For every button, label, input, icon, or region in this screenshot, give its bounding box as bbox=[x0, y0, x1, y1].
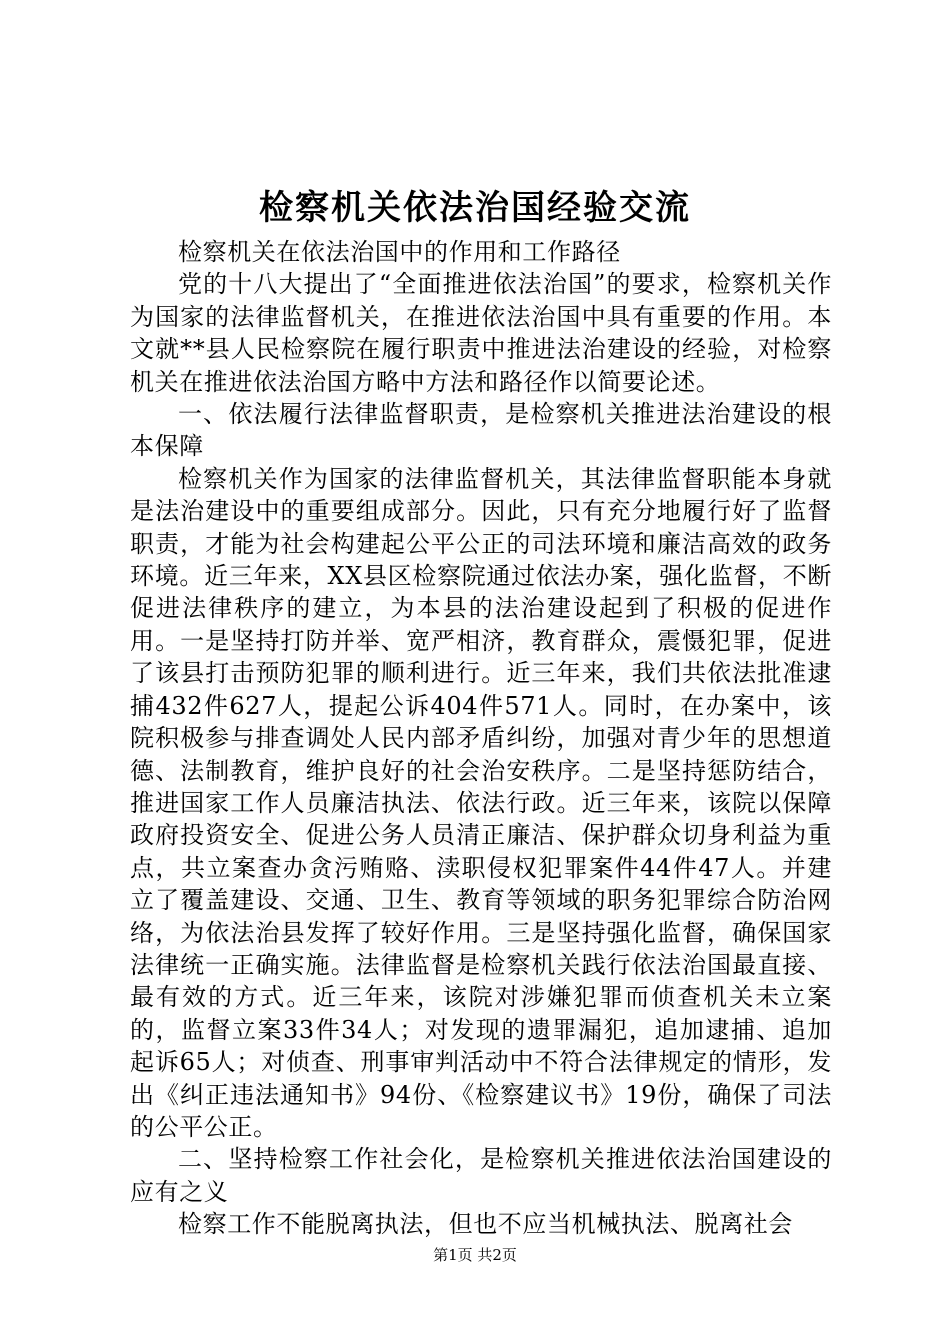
intro-paragraph: 党的十八大提出了“全面推进依法治国”的要求，检察机关作为国家的法律监督机关，在推进依法治国中具有重要的作用。本文就**县人民检察院在履行职责中推进法治建设的经验，对检察机关在推进依法治国方略中方法和路径作以简要论述。 bbox=[130, 270, 832, 396]
section-heading-2: 二、坚持检察工作社会化，是检察机关推进依法治国建设的应有之义 bbox=[130, 1145, 832, 1206]
subtitle-paragraph: 检察机关在依法治国中的作用和工作路径 bbox=[178, 238, 621, 266]
document-body bbox=[130, 236, 832, 1241]
section-1-paragraph: 检察机关作为国家的法律监督机关，其法律监督职能本身就是法治建设中的重要组成部分。因此，只有充分地履行好了监督职责，才能为社会构建起公平公正的司法环境和廉洁高效的政务环境。近三年来，XX县区检察院通过依法办案，强化监督，不断促进法律秩序的建立，为本县的法治建设起到了积极的促进作用。一是坚持打防并举、宽严相济，教育群众，震慑犯罪，促进了该县打击预防犯罪的顺利进行。近三年来，我们共依法批准逮捕432件627人，提起公诉404件571人。同时，在办案中，该院积极参与排查调处人民内部矛盾纠纷，加强对青少年的思想道德、法制教育，维护良好的社会治安秩序。二是坚持惩防结合，推进国家工作人员廉洁执法、依法行政。近三年来，该院以保障政府投资安全、促进公务人员清正廉洁、保护群众切身利益为重点，共立案查办贪污贿赂、渎职侵权犯罪案件44件47人。并建立了覆盖建设、交通、卫生、教育等领域的职务犯罪综合防治网络，为依法治县发挥了较好作用。三是坚持强化监督，确保国家法律统一正确实施。法律监督是检察机关践行依法治国最直接、最有效的方式。近三年来，该院对涉嫌犯罪而侦查机关未立案的，监督立案33件34人；对发现的遗罪漏犯，追加逮捕、追加起诉65人；对侦查、刑事审判活动中不符合法律规定的情形，发出《纠正违法通知书》94份、《检察建议书》19份，确保了司法的公平公正。 bbox=[130, 464, 832, 1141]
section-2-paragraph: 检察工作不能脱离执法，但也不应当机械执法、脱离社会 bbox=[178, 1210, 793, 1239]
document-title: 检察机关依法治国经验交流 bbox=[259, 188, 691, 228]
page-footer: 第1页 共2页 bbox=[433, 1246, 517, 1264]
section-heading-1: 一、依法履行法律监督职责，是检察机关推进法治建设的根本保障 bbox=[130, 400, 832, 461]
